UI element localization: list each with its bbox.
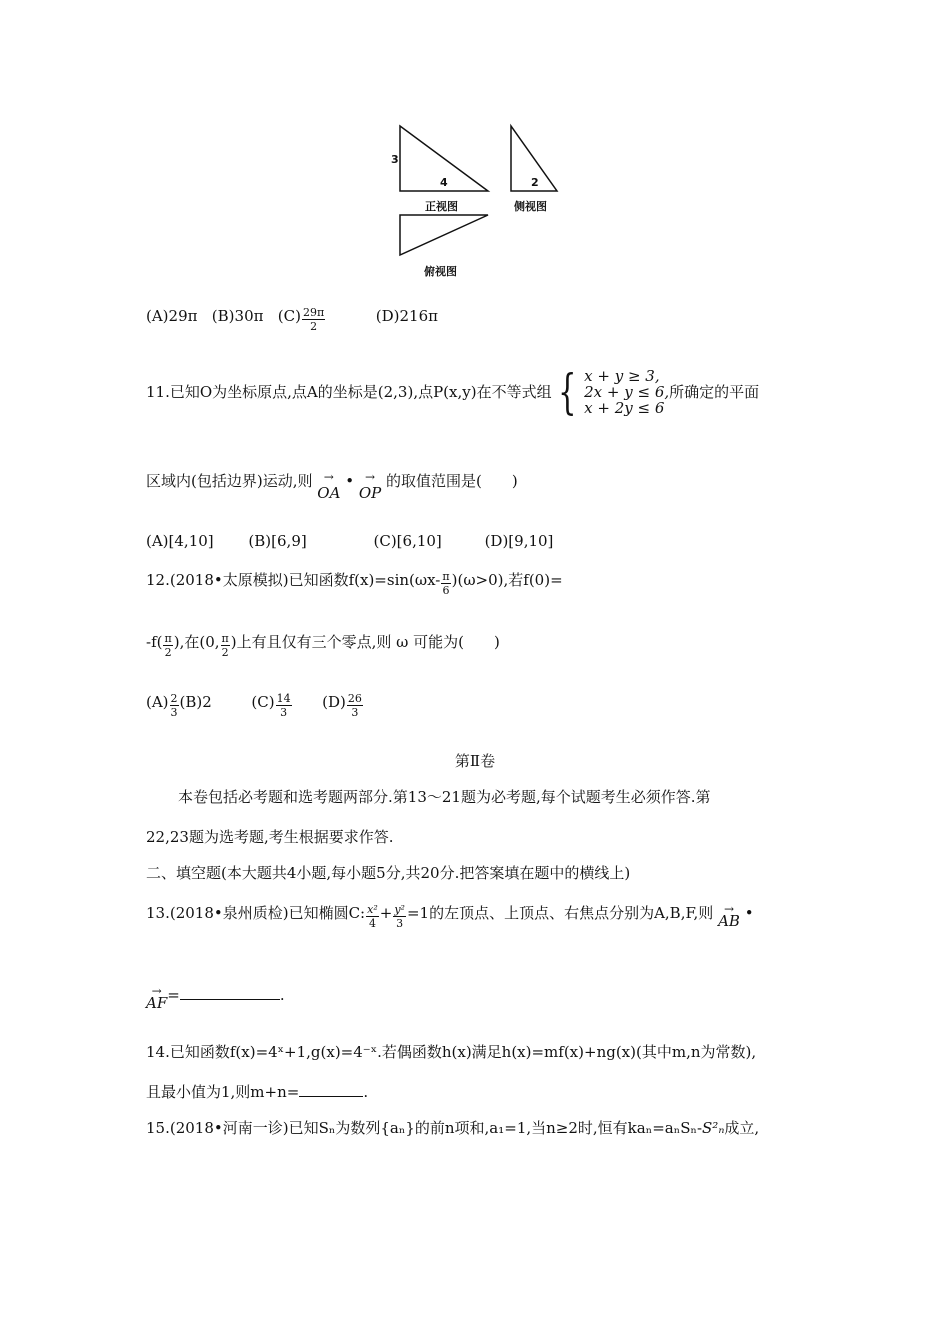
q11-vec-oa-label: OA	[317, 484, 341, 502]
q11-ineq1: x + y ≥ 3,	[584, 367, 660, 385]
q11-ineq3: x + 2y ≤ 6	[584, 399, 665, 417]
dim-2-label: 2	[531, 176, 539, 189]
q13-answer-blank[interactable]	[180, 985, 280, 1000]
q12-text2c: )上有且仅有三个零点,则 ω 可能为( )	[230, 633, 500, 651]
part2-intro2: 22,23题为选考题,考生根据要求作答.	[146, 828, 394, 846]
dim-4-label: 4	[440, 176, 448, 189]
q12-pi-over-6	[441, 570, 450, 597]
q10-option-c[interactable]	[277, 306, 326, 333]
q13-line1	[146, 903, 754, 939]
q12-six: 6	[442, 584, 450, 597]
q14-line2	[146, 1082, 368, 1102]
q15-sn2: S²ₙ	[702, 1119, 725, 1137]
q12-text1b: )(ω>0),若f(0)=	[451, 571, 563, 589]
q10-option-a[interactable]: (A)29π	[146, 307, 198, 325]
q14-end: .	[363, 1083, 369, 1101]
q12-c-num: 14	[276, 692, 291, 705]
arrow-icon: →	[151, 984, 162, 998]
q12-option-b[interactable]: (B)2	[179, 693, 212, 711]
top-view-label: 俯视图	[424, 265, 457, 278]
q14-answer-blank[interactable]	[299, 1082, 363, 1097]
front-view-label: 正视图	[425, 200, 458, 213]
q13-text1: 13.(2018•泉州质检)已知椭圆C:	[146, 904, 366, 922]
q12-pi-over-2-a	[163, 632, 172, 659]
q13-vector-ab	[718, 902, 740, 930]
q12-text1a: 12.(2018•太原模拟)已知函数f(x)=sin(ωx-	[146, 571, 441, 589]
q13-four: 4	[368, 917, 376, 930]
q12-pi-over-2-b	[221, 632, 230, 659]
q12-pi-a: π	[164, 632, 172, 645]
q11-option-c[interactable]: (C)[6,10]	[373, 532, 442, 550]
q15-line1	[146, 1118, 759, 1138]
q13-three: 3	[396, 917, 404, 930]
q10-options	[146, 306, 438, 333]
q10-option-d[interactable]: (D)216π	[375, 307, 439, 325]
part2-intro1: 本卷包括必考题和选考题两部分.第13～21题为必考题,每个试题考生必须作答.第	[178, 788, 711, 806]
q13-x2: x²	[367, 903, 378, 916]
q11-option-d[interactable]: (D)[9,10]	[484, 532, 554, 550]
q14-text2: 且最小值为1,则m+n=	[146, 1083, 300, 1101]
q10-option-b[interactable]: (B)30π	[211, 307, 264, 325]
q12-d-den: 3	[351, 706, 359, 719]
q13-vec-ab-label: AB	[718, 912, 740, 930]
q12-options	[146, 692, 364, 719]
q11-option-b[interactable]: (B)[6,9]	[248, 532, 307, 550]
q12-two-b: 2	[221, 646, 229, 659]
q13-vector-af	[146, 984, 168, 1012]
q11-dot: •	[345, 472, 355, 490]
left-brace-icon: {	[557, 364, 577, 420]
q10-c-num: 29π	[302, 306, 325, 319]
q12-pi: π	[442, 570, 450, 583]
q11-vector-op	[358, 470, 382, 502]
arrow-icon: →	[323, 470, 334, 484]
q13-plus: +	[379, 904, 393, 922]
top-view-triangle	[400, 215, 488, 255]
q13-dot: •	[744, 904, 754, 922]
q12-text2a: -f(	[146, 633, 163, 651]
q12-text2b: ),在(0,	[173, 633, 220, 651]
q11-line1	[146, 364, 760, 420]
q10-option-c-fraction	[302, 306, 325, 333]
part2-title: 第Ⅱ卷	[454, 752, 496, 770]
q12-two-a: 2	[164, 646, 172, 659]
q12-option-d[interactable]	[322, 692, 364, 719]
q12-a-num: 2	[170, 692, 178, 705]
q11-text4: 的取值范围是( )	[386, 472, 518, 490]
q15-text1: 15.(2018•河南一诊)已知Sₙ为数列{aₙ}的前n项和,a₁=1,当n≥2时,恒有kaₙ=aₙSₙ-	[146, 1119, 703, 1137]
q11-text2: 所确定的平面	[669, 383, 760, 401]
q12-a-prefix: (A)	[146, 693, 169, 711]
q11-option-a[interactable]: (A)[4,10]	[146, 532, 214, 550]
section-heading: 二、填空题(本大题共4小题,每小题5分,共20分.把答案填在题中的横线上)	[146, 864, 631, 882]
arrow-icon: →	[364, 470, 376, 484]
q13-y2: y²	[394, 903, 405, 916]
dim-3-label: 3	[391, 153, 399, 166]
q12-a-fraction	[170, 692, 179, 719]
q11-text3: 区域内(包括边界)运动,则	[146, 472, 313, 490]
q13-x2-over-4	[366, 903, 379, 930]
q12-line1	[146, 570, 563, 597]
q13-eq: =	[167, 986, 180, 1004]
arrow-icon: →	[723, 902, 735, 916]
q13-line2	[146, 985, 285, 1021]
q13-text2: =1的左顶点、上顶点、右焦点分别为A,B,F,则	[406, 904, 714, 922]
q12-c-fraction	[276, 692, 292, 719]
q12-a-den: 3	[170, 706, 178, 719]
q12-c-prefix: (C)	[251, 693, 275, 711]
q11-vec-op-label: OP	[358, 484, 382, 502]
q12-d-fraction	[347, 692, 363, 719]
q11-options	[146, 531, 553, 551]
q13-vec-af-label: AF	[146, 994, 168, 1012]
q11-ineq2: 2x + y ≤ 6,	[584, 383, 670, 401]
three-view-figure	[380, 118, 580, 278]
q13-y2-over-3	[393, 903, 406, 930]
q12-pi-b: π	[221, 632, 229, 645]
q12-d-prefix: (D)	[322, 693, 346, 711]
q11-text1: 11.已知O为坐标原点,点A的坐标是(2,3),点P(x,y)在不等式组	[146, 383, 552, 401]
q11-line2	[146, 471, 518, 511]
q12-d-num: 26	[347, 692, 362, 705]
q13-end: .	[279, 986, 285, 1004]
q11-inequality-system	[552, 364, 670, 420]
q11-vector-oa	[317, 470, 341, 502]
q12-c-den: 3	[280, 706, 288, 719]
side-view-label: 侧视图	[514, 200, 547, 213]
q14-line1: 14.已知函数f(x)=4ˣ+1,g(x)=4⁻ˣ.若偶函数h(x)满足h(x)=mf(x)+ng(x)(其中m,n为常数),	[146, 1043, 757, 1061]
q15-text2: 成立,	[724, 1119, 760, 1137]
q12-line2	[146, 632, 500, 659]
q12-option-c[interactable]	[251, 692, 292, 719]
q10-c-den: 2	[310, 320, 318, 333]
q10-option-c-prefix: (C)	[277, 307, 301, 325]
q12-option-a[interactable]	[146, 692, 180, 719]
